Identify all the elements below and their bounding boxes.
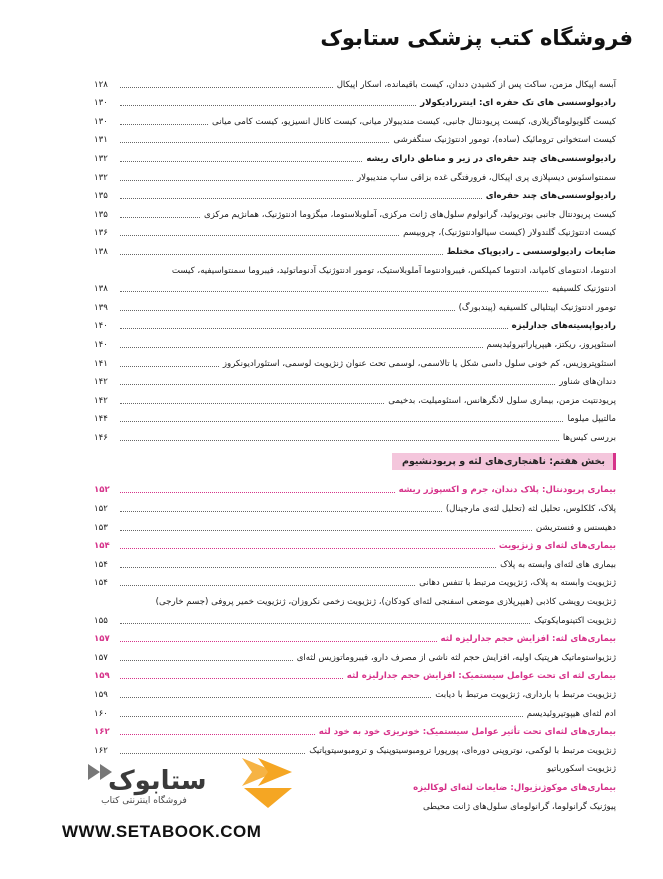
toc-leader-dots	[120, 105, 416, 106]
toc-leader-dots	[120, 567, 496, 568]
toc-entry-title: تومور ادنتوژنیک اپیتلیالی کلسیفیه (پیندبورگ)	[458, 302, 616, 313]
toc-leader-dots	[120, 328, 508, 329]
toc-entry	[94, 496, 616, 515]
brand-tagline: فروشگاه اینترنتی کتاب	[101, 796, 187, 806]
toc-entry-title: بررسی کیس‌ها	[562, 432, 616, 443]
toc-entry	[94, 314, 616, 333]
toc-entry-title: مالتیپل میلوما	[567, 414, 616, 425]
toc-entry-title: بیماری‌های لثه‌ای تحت تأثیر عوامل سیستمیک: خونریزی خود به خود لثه	[318, 727, 616, 738]
toc-entry	[94, 515, 616, 534]
toc-entry-title: ادنتوما، ادنتومای کامپاند، ادنتوما کمپلکس، فیبروادنتوما آملوبلاستیک، تومور ادنتوژنیک آدنوماتوئید، فیبروما سمنتواسیفیه، کیست	[171, 265, 616, 276]
toc-entry-page: ۱۶۲	[94, 727, 110, 738]
toc-entry-title: رادیواپسیته‌های جدارلیزه	[511, 321, 616, 332]
toc-entry-title: پلاک، کلکلوس، تحلیل لثه (تحلیل لثه‌ی مارجینال)	[445, 504, 616, 515]
toc-entry-page: ۱۴۴	[94, 414, 108, 425]
toc-entry	[94, 425, 616, 444]
toc-entry-title: دندان‌های شناور	[559, 377, 616, 388]
brand-logo-text: ستابوک	[108, 766, 207, 796]
toc-entry-title: دهیسنس و فنستریشن	[535, 522, 616, 533]
toc-entry-title: سمنتواسئوس دیسپلازی پری اپیکال، فرورفتگی غده بزاقی ساپ مندیبولار	[356, 172, 616, 183]
toc-entry-title: ژنژیویت رویشی کاذبی (هیپرپلازی موضعی اسفنجی لثه‌ای کودکان)، ژنژیویت زخمی نکروزان، ژنژیویت خمیر پروفی (جسم خارجی)	[155, 597, 616, 608]
toc-entry	[94, 682, 616, 701]
table-of-contents	[94, 72, 616, 813]
toc-entry-title: رادیولوسنسی‌های چند حفره‌ای	[485, 191, 616, 202]
toc-leader-dots	[120, 217, 200, 218]
toc-leader-dots	[120, 347, 483, 348]
toc-entry	[94, 221, 616, 240]
toc-entry	[94, 332, 616, 351]
toc-entry-page: ۱۶۰	[94, 708, 108, 719]
toc-entry-page: ۱۳۲	[94, 172, 108, 183]
toc-entry-page: ۱۵۴	[94, 559, 108, 570]
toc-entry	[94, 407, 616, 426]
toc-entry	[94, 109, 616, 128]
toc-leader-dots	[120, 291, 548, 292]
toc-leader-dots	[120, 623, 530, 624]
toc-entry-page: ۱۲۸	[94, 79, 108, 90]
toc-entry-page: ۱۵۴	[94, 578, 108, 589]
toc-entry-title: بیماری‌های لثه‌ای و ژنژیویت	[498, 541, 616, 552]
toc-entry-title: بیماری‌های لثه: افزایش حجم جدارلیزه لثه	[440, 634, 616, 645]
toc-entry	[94, 534, 616, 553]
toc-entry	[94, 202, 616, 221]
toc-leader-dots	[120, 641, 437, 642]
toc-entry	[94, 627, 616, 646]
toc-entry	[94, 478, 616, 497]
toc-entry-page: ۱۵۳	[94, 522, 108, 533]
toc-entry-title: آبسه اپیکال مزمن، ساکت پس از کشیدن دندان، کیست باقیمانده، اسکار اپیکال	[336, 79, 616, 90]
toc-top-list	[94, 72, 616, 444]
toc-entry-page: ۱۳۰	[94, 116, 108, 127]
toc-entry	[94, 370, 616, 389]
toc-entry	[94, 239, 616, 258]
toc-entry-title: ادنتوژنیک کلسیفیه	[552, 284, 616, 295]
toc-entry-page: ۱۳۶	[94, 228, 108, 239]
toc-entry-title: کیست پریودنتال جانبی بوتریوئید، گرانولوم سلول‌های ژانت مرکزی، آملوبلاستوما، میگزوما ادنتوژنیک، همانژیم مرکزی	[203, 209, 616, 220]
toc-entry-page: ۱۳۰	[94, 98, 108, 109]
toc-entry-title: کیست ادنتوژنیک گلندولار (کیست سیالوادنتوژنیک)، چروبیسم	[403, 228, 616, 239]
toc-entry-page: ۱۳۵	[94, 191, 108, 202]
toc-entry-title: ژنژیویت اسکورباتیو	[546, 764, 616, 775]
section-badge: بخش هفتم: ناهنجاری‌های لثه و پریودنشیوم	[392, 453, 616, 470]
toc-entry-page: ۱۳۸	[94, 246, 108, 257]
toc-entry	[94, 72, 616, 91]
toc-entry-page: ۱۵۴	[94, 541, 110, 552]
toc-entry-title: استئوپتروزیس، کم خونی سلول داسی شکل یا تالاسمی، لوسمی تحت عنوان ژنژیویت لوسمی، استئورادیونکروز	[222, 358, 616, 369]
toc-entry-title: ژنژیویت مرتبط با بارداری، ژنژیویت مرتبط با دیابت	[435, 690, 616, 700]
toc-entry-page: ۱۴۲	[94, 377, 108, 388]
toc-entry-title: ژنژیویت اکتینومایکوتیک	[534, 615, 616, 626]
toc-leader-dots	[120, 198, 482, 199]
toc-leader-dots	[120, 180, 353, 181]
toc-entry-title: کیست استخوانی ترومائیک (ساده)، تومور ادنتوژنیک سنگفرشی	[393, 135, 616, 146]
toc-entry-title: کیست گلوبولوماگزیلاری، کیست پریودنتال جانبی، کیست مندیبولار میانی، کیست کانال انسیزیو، کیست کامی میانی	[212, 116, 616, 127]
toc-entry	[94, 351, 616, 370]
toc-entry-page: ۱۶۲	[94, 745, 108, 756]
toc-leader-dots	[120, 511, 442, 512]
page-title: فروشگاه کتب پزشکی ستابوک	[320, 26, 633, 50]
toc-entry-page: ۱۳۱	[94, 135, 108, 146]
toc-entry-page: ۱۵۲	[94, 504, 108, 515]
toc-entry	[94, 258, 616, 277]
toc-entry-page: ۱۴۲	[94, 395, 108, 406]
toc-leader-dots	[120, 492, 395, 493]
toc-entry-title: ژنژیواستوماتیک هرپتیک اولیه، افزایش حجم لثه ناشی از مصرف دارو، فیبروماتوزیس لثه‌ای	[296, 652, 616, 663]
toc-entry-title: ژنژیویت وابسته به پلاک، ژنژیویت مرتبط با تنفس دهانی	[419, 578, 616, 589]
toc-entry	[94, 589, 616, 608]
toc-entry	[94, 146, 616, 165]
toc-leader-dots	[120, 254, 443, 255]
toc-entry-title: ضایعات رادیولوسنسی ـ رادیوپاک مختلط	[446, 246, 616, 257]
toc-entry-page: ۱۵۲	[94, 485, 110, 496]
toc-leader-dots	[120, 384, 555, 385]
toc-entry	[94, 701, 616, 720]
toc-entry	[94, 645, 616, 664]
toc-entry	[94, 184, 616, 203]
toc-entry-page: ۱۵۹	[94, 690, 108, 700]
toc-leader-dots	[120, 403, 384, 404]
toc-leader-dots	[120, 530, 532, 531]
toc-entry-title: ژنژیویت مرتبط با لوکمی، نوتروپنی دوره‌ای، پورپورا ترومبوسیتوپنیک و ترومبوسیتوپاتیک	[309, 745, 616, 756]
toc-entry-page: ۱۳۲	[94, 153, 108, 164]
toc-leader-dots	[120, 734, 315, 735]
toc-leader-dots	[120, 585, 415, 586]
toc-entry	[94, 128, 616, 147]
toc-entry-page: ۱۳۹	[94, 302, 108, 313]
toc-entry-title: پریودنتیت مزمن، بیماری سلول لانگرهانس، استئومیلیت، بدخیمی	[388, 395, 616, 406]
toc-entry-page: ۱۴۰	[94, 339, 108, 350]
toc-leader-dots	[120, 124, 208, 125]
toc-entry	[94, 165, 616, 184]
section-heading	[94, 450, 616, 474]
toc-entry	[94, 388, 616, 407]
toc-entry-page: ۱۵۹	[94, 671, 110, 682]
toc-entry-title: پیوژنیک گرانولوما، گرانولومای سلول‌های ژانت محیطی	[422, 801, 616, 812]
toc-entry-title: استئوپروز، ریکتز، هیپرپاراتیروئیدیسم	[486, 339, 616, 350]
toc-entry-page: ۱۳۸	[94, 284, 108, 295]
toc-leader-dots	[120, 716, 523, 717]
toc-entry-page: ۱۴۰	[94, 321, 108, 332]
toc-entry-page: ۱۴۶	[94, 432, 108, 443]
toc-leader-dots	[120, 421, 563, 422]
toc-leader-dots	[120, 87, 333, 88]
toc-entry-page: ۱۳۵	[94, 209, 108, 220]
toc-leader-dots	[120, 142, 389, 143]
toc-entry-title: بیماری لثه ای تحت عوامل سیستمیک: افزایش حجم جدارلیزه لثه	[346, 671, 616, 682]
toc-entry-title: بیماری های لثه‌ای وابسته به پلاک	[500, 559, 616, 570]
toc-leader-dots	[120, 235, 399, 236]
toc-leader-dots	[120, 678, 343, 679]
toc-entry-title: ادم لثه‌ای هیپوتیروئیدیسم	[526, 708, 616, 719]
toc-entry	[94, 552, 616, 571]
toc-entry-title: بیماری پریودنتال: پلاک دندان، جرم و اکسپوژر ریشه	[398, 485, 616, 496]
toc-entry-page: ۱۴۱	[94, 358, 108, 369]
toc-entry-title: بیماری‌های موکوژنژیوال: ضایعات لثه‌ای لوکالیزه	[413, 782, 616, 793]
toc-entry	[94, 664, 616, 683]
toc-leader-dots	[120, 366, 219, 367]
toc-entry	[94, 91, 616, 110]
toc-leader-dots	[120, 310, 455, 311]
toc-entry-title: رادیولوسنسی های تک حفره ای: اینتررادیکولار	[420, 98, 616, 109]
toc-entry-title: رادیولوسنسی‌های چند حفره‌ای در زیر و مناطق دارای ریشه	[366, 153, 616, 164]
toc-entry	[94, 720, 616, 739]
toc-leader-dots	[120, 440, 559, 441]
toc-entry	[94, 295, 616, 314]
toc-entry	[94, 277, 616, 296]
toc-entry	[94, 608, 616, 627]
toc-leader-dots	[120, 161, 362, 162]
toc-entry-page: ۱۵۷	[94, 634, 110, 645]
toc-entry-page: ۱۵۵	[94, 615, 108, 626]
toc-entry-page: ۱۵۷	[94, 652, 108, 663]
toc-entry	[94, 571, 616, 590]
toc-leader-dots	[120, 660, 293, 661]
toc-leader-dots	[120, 548, 495, 549]
toc-leader-dots	[120, 697, 431, 698]
website-url[interactable]: WWW.SETABOOK.COM	[62, 822, 262, 841]
